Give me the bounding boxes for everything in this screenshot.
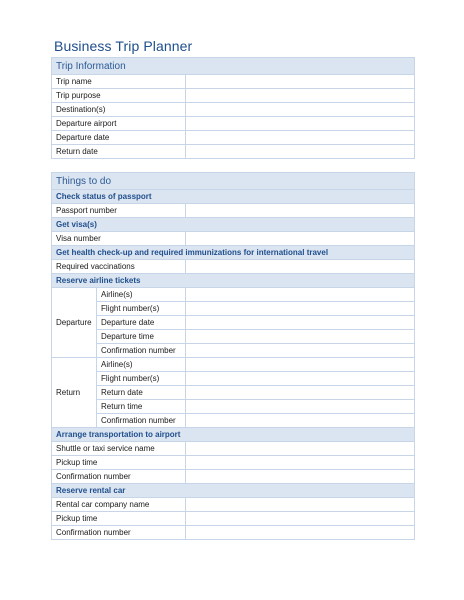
field-label: Pickup time	[52, 456, 186, 470]
required-vaccinations-field[interactable]	[186, 260, 415, 274]
departure-confirmation-field[interactable]	[186, 344, 415, 358]
page-title: Business Trip Planner	[54, 38, 193, 54]
table-row	[52, 302, 415, 316]
destinations-field[interactable]	[186, 103, 415, 117]
table-row	[52, 526, 415, 540]
table-row	[52, 89, 415, 103]
field-label: Confirmation number	[52, 470, 186, 484]
table-row	[52, 204, 415, 218]
field-label: Return time	[97, 400, 186, 414]
flight-departure-date-field[interactable]	[186, 316, 415, 330]
things-to-do-heading: Things to do	[52, 173, 415, 190]
table-row	[52, 442, 415, 456]
flight-departure-time-field[interactable]	[186, 330, 415, 344]
table-row	[52, 386, 415, 400]
departure-flight-number-field[interactable]	[186, 302, 415, 316]
field-label: Confirmation number	[97, 344, 186, 358]
field-label: Trip name	[52, 75, 186, 89]
return-airline-field[interactable]	[186, 358, 415, 372]
flight-return-date-field[interactable]	[186, 386, 415, 400]
field-label: Return date	[97, 386, 186, 400]
table-row	[52, 498, 415, 512]
field-label: Rental car company name	[52, 498, 186, 512]
trip-information-heading: Trip Information	[52, 58, 415, 75]
shuttle-confirmation-field[interactable]	[186, 470, 415, 484]
field-label: Trip purpose	[52, 89, 186, 103]
table-row	[52, 414, 415, 428]
field-label: Passport number	[52, 204, 186, 218]
field-label: Departure time	[97, 330, 186, 344]
table-row	[52, 288, 415, 302]
passport-number-field[interactable]	[186, 204, 415, 218]
table-row	[52, 103, 415, 117]
table-row	[52, 131, 415, 145]
flight-return-time-field[interactable]	[186, 400, 415, 414]
field-label: Flight number(s)	[97, 302, 186, 316]
return-date-field[interactable]	[186, 145, 415, 159]
visa-number-field[interactable]	[186, 232, 415, 246]
table-row	[52, 75, 415, 89]
table-row	[52, 358, 415, 372]
things-to-do-table	[51, 172, 415, 540]
departure-date-field[interactable]	[186, 131, 415, 145]
table-row	[52, 316, 415, 330]
return-group-label: Return	[52, 358, 97, 428]
shuttle-service-field[interactable]	[186, 442, 415, 456]
table-row	[52, 344, 415, 358]
shuttle-pickup-time-field[interactable]	[186, 456, 415, 470]
table-row	[52, 512, 415, 526]
field-label: Flight number(s)	[97, 372, 186, 386]
table-row	[52, 145, 415, 159]
transport-section-title: Arrange transportation to airport	[52, 428, 415, 442]
table-row	[52, 456, 415, 470]
field-label: Departure airport	[52, 117, 186, 131]
passport-section-title: Check status of passport	[52, 190, 415, 204]
field-label: Departure date	[52, 131, 186, 145]
departure-airline-field[interactable]	[186, 288, 415, 302]
field-label: Departure date	[97, 316, 186, 330]
rental-company-field[interactable]	[186, 498, 415, 512]
field-label: Required vaccinations	[52, 260, 186, 274]
table-row	[52, 372, 415, 386]
field-label: Destination(s)	[52, 103, 186, 117]
airline-section-title: Reserve airline tickets	[52, 274, 415, 288]
trip-name-field[interactable]	[186, 75, 415, 89]
field-label: Shuttle or taxi service name	[52, 442, 186, 456]
field-label: Confirmation number	[97, 414, 186, 428]
table-row	[52, 260, 415, 274]
table-row	[52, 330, 415, 344]
table-row	[52, 232, 415, 246]
field-label: Return date	[52, 145, 186, 159]
table-row	[52, 400, 415, 414]
return-flight-number-field[interactable]	[186, 372, 415, 386]
field-label: Airline(s)	[97, 288, 186, 302]
rental-section-title: Reserve rental car	[52, 484, 415, 498]
table-row	[52, 470, 415, 484]
table-row	[52, 117, 415, 131]
field-label: Confirmation number	[52, 526, 186, 540]
return-confirmation-field[interactable]	[186, 414, 415, 428]
field-label: Pickup time	[52, 512, 186, 526]
trip-purpose-field[interactable]	[186, 89, 415, 103]
rental-confirmation-field[interactable]	[186, 526, 415, 540]
departure-group-label: Departure	[52, 288, 97, 358]
field-label: Airline(s)	[97, 358, 186, 372]
field-label: Visa number	[52, 232, 186, 246]
departure-airport-field[interactable]	[186, 117, 415, 131]
visa-section-title: Get visa(s)	[52, 218, 415, 232]
rental-pickup-time-field[interactable]	[186, 512, 415, 526]
trip-information-table	[51, 57, 415, 159]
health-section-title: Get health check-up and required immunizations for international travel	[52, 246, 415, 260]
